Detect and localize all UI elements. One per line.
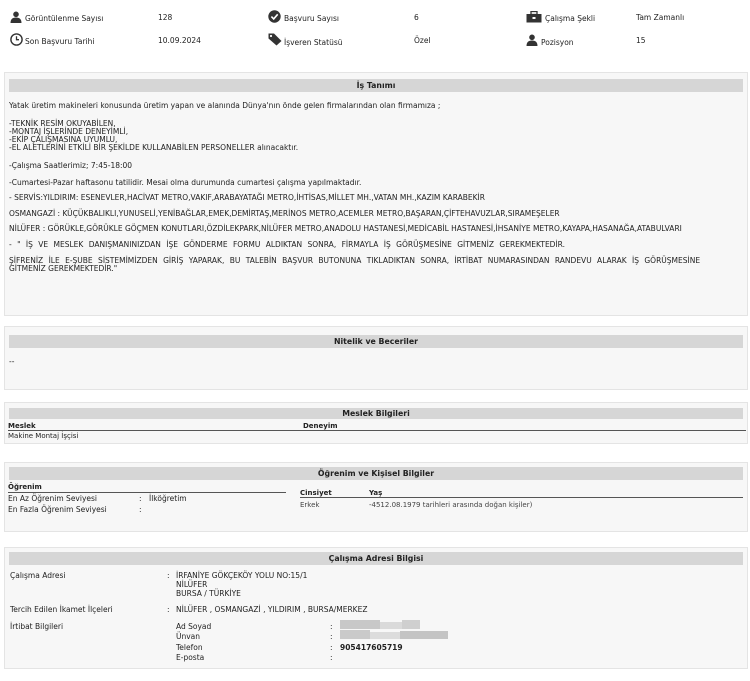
job-line: - " İŞ VE MESLEK DANIŞMANINIZDAN İŞE GÖNDERME FORMU ALDIKTAN SONRA, FİRMAYLA İŞ GÖRÜŞMESİNE GİTMENİZ GEREKMEKTEDİR. [9,240,565,249]
contact-phone-colon: : [330,643,333,652]
job-description-panel [4,72,748,316]
gender-value: Erkek [300,501,320,509]
position-label: Pozisyon [541,38,574,47]
address-title: Çalışma Adresi Bilgisi [9,552,743,565]
education-sub-label: Öğrenim [8,483,42,491]
edu-min-value: İlköğretim [149,494,187,503]
check-circle-icon [268,10,281,23]
address-panel [4,547,748,669]
job-line: OSMANGAZİ : KÜÇÜKBALIKLI,YUNUSELİ,YENİBAĞLAR,EMEK,DEMİRTAŞ,MERİNOS METRO,ACEMLER METRO,BAŞARAN,ÇİFTEHAVUZLAR,SIRAMEŞELER [9,209,560,218]
work-address-colon: : [167,571,170,580]
education-title: Öğrenim ve Kişisel Bilgiler [9,467,743,480]
job-line: -Cumartesi-Pazar haftasonu tatilidir. Mesai olma durumunda cumartesi çalışma yapılmaktadır. [9,178,362,187]
applications-value: 6 [414,13,419,22]
views-value: 128 [158,13,173,22]
job-line: -TEKNİK RESİM OKUYABİLEN, [9,119,116,128]
education-divider [8,492,286,493]
views-label: Görüntülenme Sayısı [25,14,104,23]
job-line: -Çalışma Saatlerimiz; 7:45-18:00 [9,161,133,170]
education-panel [4,462,748,532]
profession-title: Meslek Bilgileri [9,408,743,419]
user-icon [526,34,538,46]
job-line: NİLÜFER : GÖRÜKLE,GÖRÜKLE GÖÇMEN KONUTLARI,ÖZDİLEKPARK,NİLÜFER METRO,ANADOLU HASTANESİ,MEDİCABİL HASTANESİ,İHSANİYE METRO,KAYAPA,HASANAĞA,ATABULVARI [9,224,682,233]
job-line: -EL ALETLERİNİ ETKİLİ BİR ŞEKİLDE KULLANABİLEN PERSONELLER alınacaktır. [9,143,299,152]
job-line: ŞİFRENİZ İLE E-ŞUBE SİSTEMİMİZDEN GİRİŞ YAPARAK, BU TALEBİN BAŞVUR BUTONUNA TIKLADIKTAN SONRA, İRTİBAT NUMARASINDAN RANDEVU ALARAK İŞ GÖRÜŞMESİNE [9,256,701,265]
edu-max-label: En Fazla Öğrenim Seviyesi [8,505,107,514]
job-line: -MONTAJ İŞLERİNDE DENEYİMLİ, [9,127,129,136]
last-date-label: Son Başvuru Tarihi [25,37,95,46]
work-type-label: Çalışma Şekli [545,14,596,23]
districts-label: Tercih Edilen İkamet İlçeleri [10,605,113,614]
skills-value: -- [9,357,15,366]
work-address-line1: İRFANİYE GÖKÇEKÖY YOLU NO:15/1 [176,571,308,580]
districts-value: NİLÜFER , OSMANGAZİ , YILDIRIM , BURSA/MERKEZ [176,605,368,614]
edu-max-colon: : [139,505,142,514]
employer-status-label: İşveren Statüsü [284,38,343,47]
skills-title: Nitelik ve Beceriler [9,335,743,348]
position-value: 15 [636,36,646,45]
profession-row-meslek: Makine Montaj İşçisi [8,432,79,440]
work-address-label: Çalışma Adresi [10,571,66,580]
contact-title-label: Ünvan [176,632,201,641]
contact-phone-label: Telefon [176,643,203,652]
job-line: -EKİP ÇALIŞMASINA UYUMLU, [9,135,118,144]
contact-name-colon: : [330,622,333,631]
last-date-value: 10.09.2024 [158,36,201,45]
job-line: Yatak üretim makineleri konusunda üretim yapan ve alanında Dünya'nın önde gelen firmalarından olan firmamıza ; [9,101,441,110]
job-description-title: İş Tanımı [9,79,743,92]
user-icon [10,11,22,23]
contact-title-colon: : [330,632,333,641]
work-address-line2: NİLÜFER [176,580,208,589]
contact-email-label: E-posta [176,653,205,662]
tag-icon [268,33,282,46]
gender-label: Cinsiyet [300,489,332,497]
job-line: GİTMENİZ GEREKMEKTEDİR." [9,264,118,273]
profession-divider [8,430,746,431]
edu-min-label: En Az Öğrenim Seviyesi [8,494,97,503]
contact-phone-value: 905417605719 [340,643,403,652]
age-label: Yaş [369,489,383,497]
age-value: -4512.08.1979 tarihleri arasında doğan kişiler) [369,501,533,509]
skills-panel [4,326,748,390]
profession-panel [4,402,748,444]
edu-min-colon: : [139,494,142,503]
districts-colon: : [167,605,170,614]
work-address-line3: BURSA / TÜRKİYE [176,589,241,598]
job-line: - SERVİS:YILDIRIM: ESENEVLER,HACİVAT METRO,VAKIF,ARABAYATAĞI METRO,İHTİSAS,MİLLET MH.,VATAN MH.,KAZIM KARABEKİR [9,193,485,202]
profession-col-meslek: Meslek [8,422,36,430]
applications-label: Başvuru Sayısı [284,14,339,23]
work-type-value: Tam Zamanlı [636,13,685,22]
contact-name-label: Ad Soyad [176,622,212,631]
profession-col-deneyim: Deneyim [303,422,338,430]
contact-label: İrtibat Bilgileri [10,622,64,631]
clock-icon [10,33,23,46]
personal-divider [300,497,743,498]
employer-status-value: Özel [414,36,431,45]
contact-email-colon: : [330,653,333,662]
briefcase-icon [526,11,542,23]
